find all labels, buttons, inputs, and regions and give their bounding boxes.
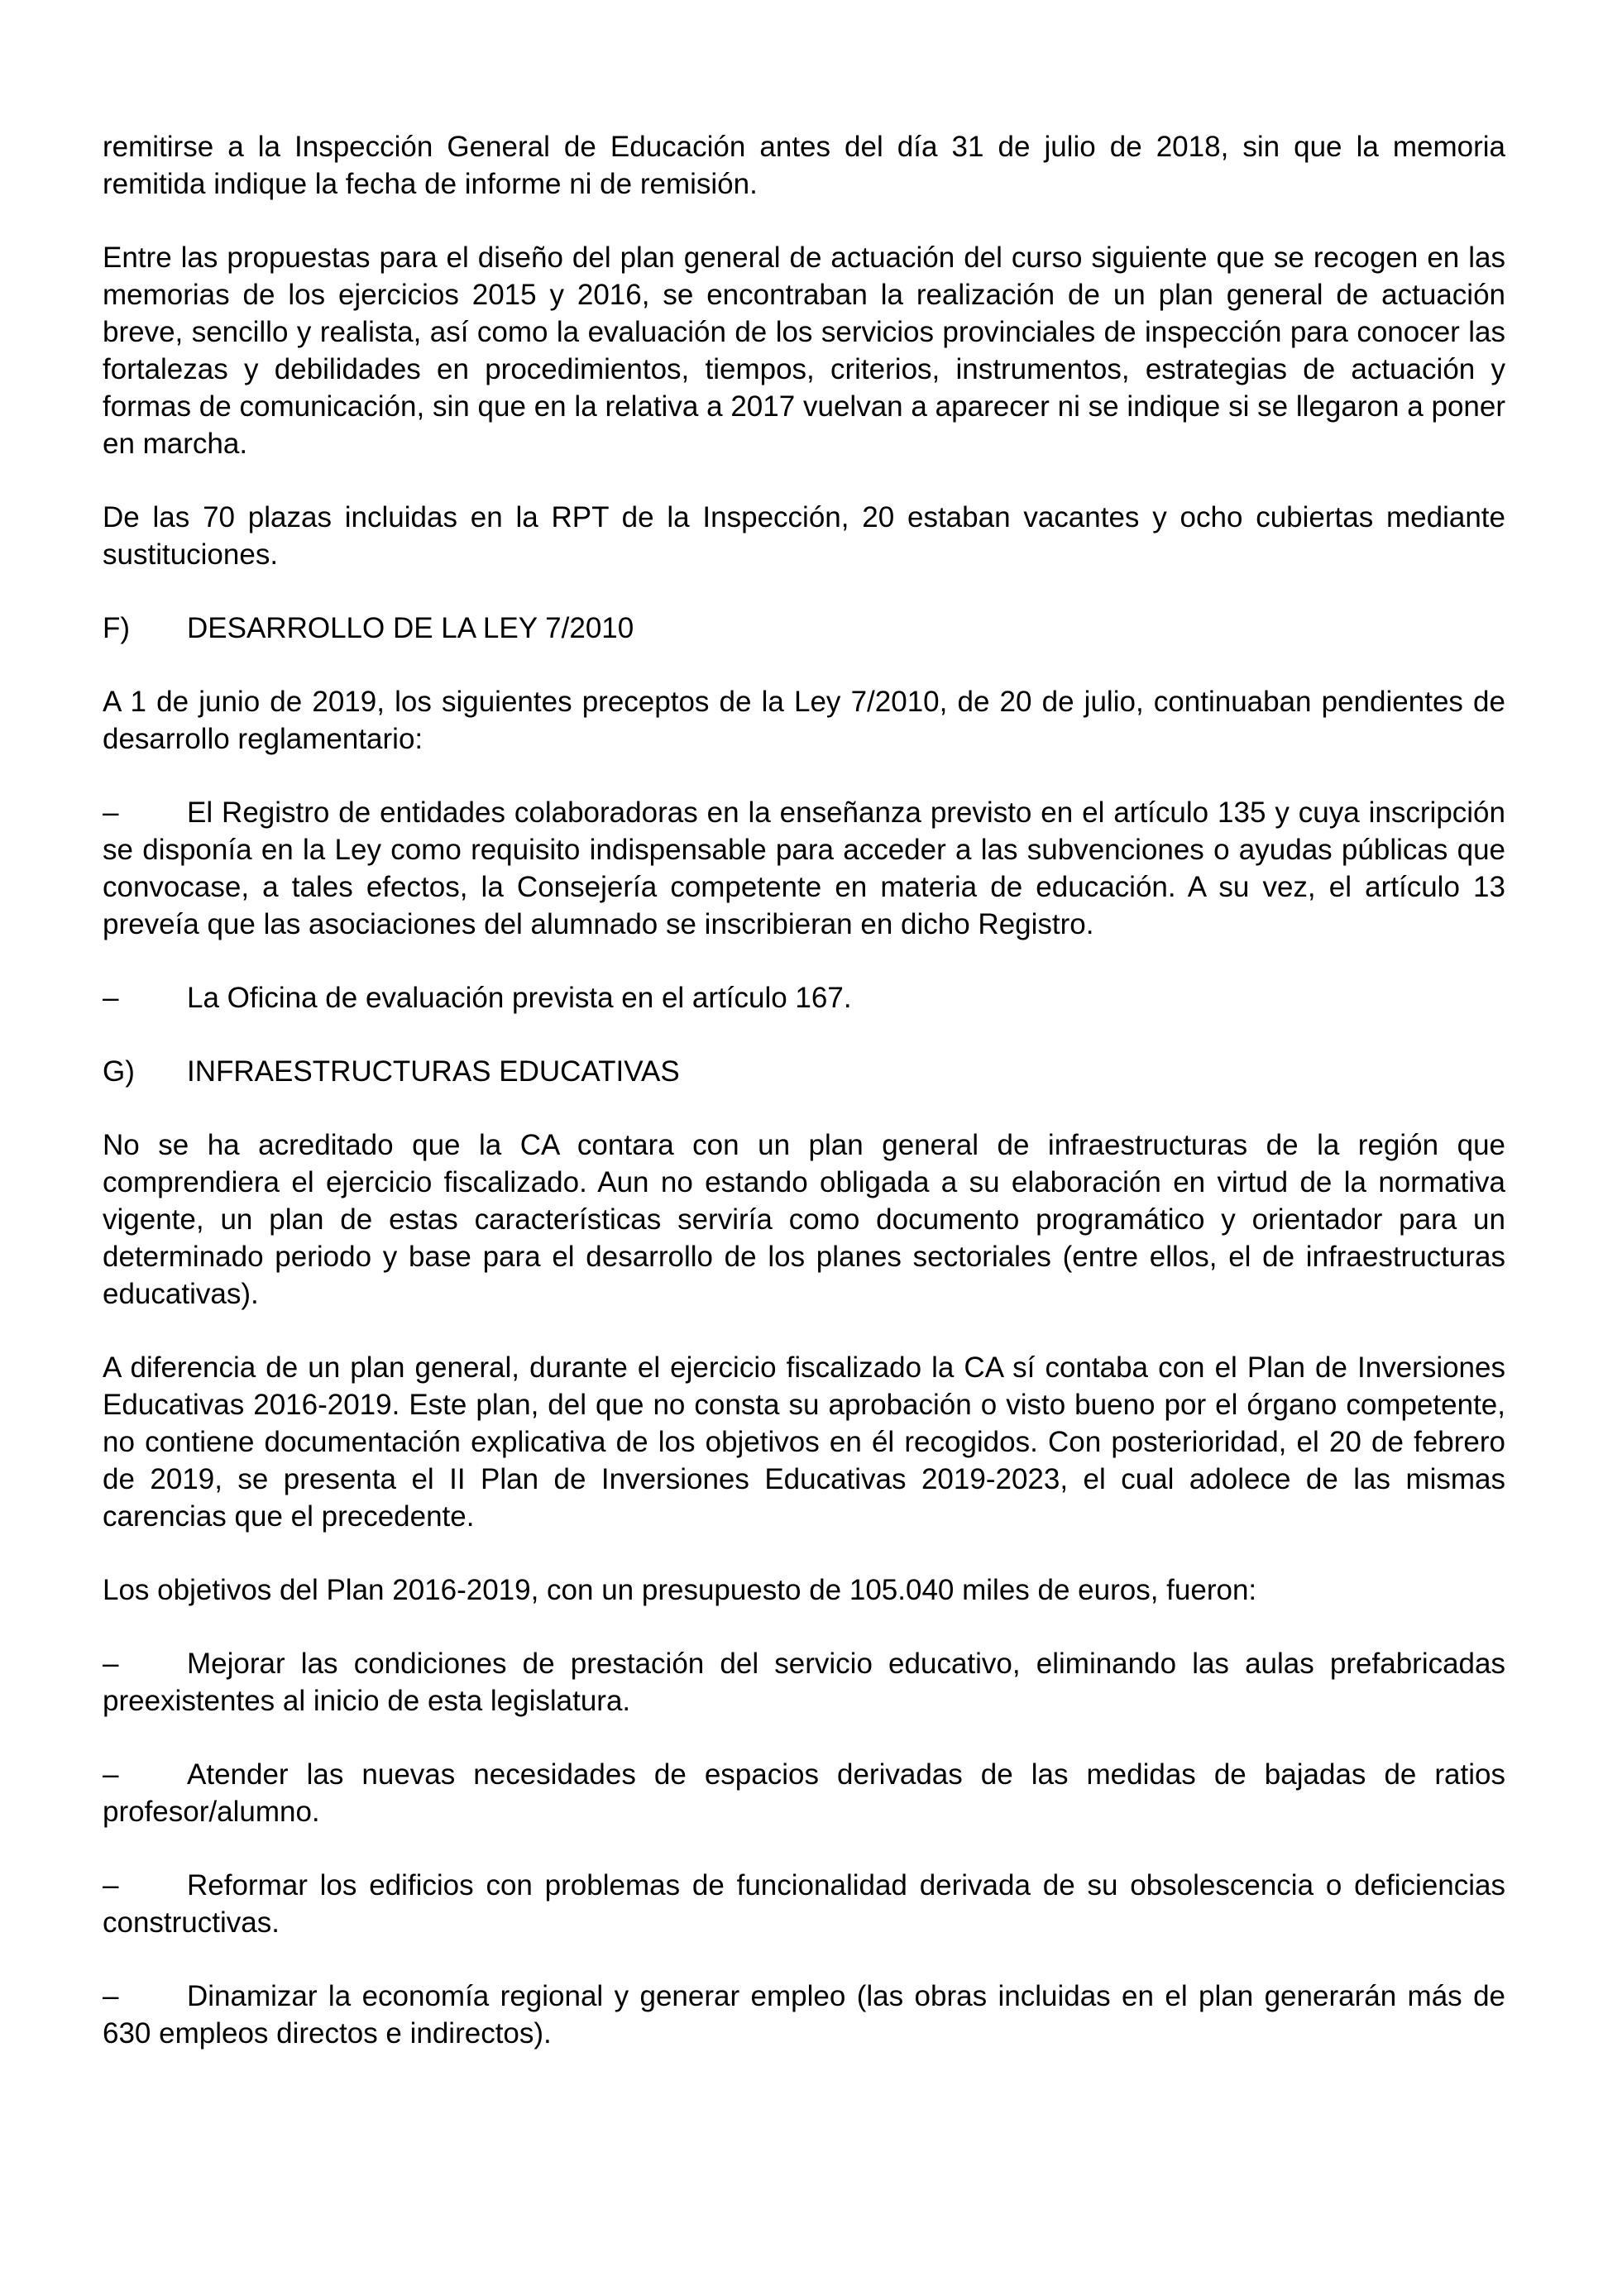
paragraph-memoria-remision: remitirse a la Inspección General de Educación antes del día 31 de julio de 2018, sin que la memoria remitida indique la fecha de informe ni de remisión.: [103, 131, 1505, 200]
section-title-g: INFRAESTRUCTURAS EDUCATIVAS: [187, 1055, 680, 1088]
paragraph-plan-general-infraestructuras: No se ha acreditado que la CA contara con un plan general de infraestructuras de la región que comprendiera el ejercicio fiscalizado. Aun no estando obligada a su elaboración en virtud de la normativa vigente, un plan de estas características serviría como documento programático y orientador para un determinado periodo y base para el desarrollo de los planes sectoriales (entre ellos, el de infraestructuras educativas).: [103, 1129, 1505, 1310]
section-title-f: DESARROLLO DE LA LEY 7/2010: [187, 612, 634, 644]
bullet-item-registro: [103, 794, 1505, 943]
bullet-item-atender: [103, 1756, 1505, 1830]
bullet-dash-icon: –: [103, 1869, 119, 1901]
bullet-text: Mejorar las condiciones de prestación del servicio educativo, eliminando las aulas prefabricadas preexistentes al inicio de esta legislatura.: [103, 1648, 1505, 1717]
bullet-item-oficina: [103, 979, 1505, 1016]
paragraph-propuestas-plan: Entre las propuestas para el diseño del plan general de actuación del curso siguiente que se recogen en las memorias de los ejercicios 2015 y 2016, se encontraban la realización de un plan general de actuación breve, sencillo y realista, así como la evaluación de los servicios provinciales de inspección para conocer las fortalezas y debilidades en procedimientos, tiempos, criterios, instrumentos, estrategias de actuación y formas de comunicación, sin que en la relativa a 2017 vuelvan a aparecer ni se indique si se llegaron a poner en marcha.: [103, 242, 1505, 460]
bullet-dash-icon: –: [103, 982, 119, 1014]
paragraph-objetivos-plan: Los objetivos del Plan 2016-2019, con un presupuesto de 105.040 miles de euros, fueron:: [103, 1574, 1257, 1606]
bullet-dash-icon: –: [103, 1758, 119, 1791]
section-letter-g: G): [103, 1055, 135, 1088]
section-heading-g: [103, 1053, 1505, 1090]
section-letter-f: F): [103, 612, 131, 644]
bullet-dash-icon: –: [103, 1648, 119, 1680]
bullet-text: Atender las nuevas necesidades de espacios derivadas de las medidas de bajadas de ratios profesor/alumno.: [103, 1758, 1505, 1828]
document-page: [103, 128, 1505, 2088]
bullet-item-reformar: [103, 1867, 1505, 1941]
bullet-text: El Registro de entidades colaboradoras en la enseñanza previsto en el artículo 135 y cuya inscripción se disponía en la Ley como requisito indispensable para acceder a las subvenciones o ayudas públicas que convocase, a tales efectos, la Consejería competente en materia de educación. A su vez, el artículo 13 preveía que las asociaciones del alumnado se inscribieran en dicho Registro.: [103, 796, 1505, 940]
bullet-dash-icon: –: [103, 1980, 119, 2012]
bullet-text: Reformar los edificios con problemas de funcionalidad derivada de su obsolescencia o deficiencias constructivas.: [103, 1869, 1505, 1939]
bullet-item-mejorar: [103, 1645, 1505, 1720]
paragraph-plan-inversiones: A diferencia de un plan general, durante el ejercicio fiscalizado la CA sí contaba con el Plan de Inversiones Educativas 2016-2019. Este plan, del que no consta su aprobación o visto bueno por el órgano competente, no contiene documentación explicativa de los objetivos en él recogidos. Con posterioridad, el 20 de febrero de 2019, se presenta el II Plan de Inversiones Educativas 2019-2023, el cual adolece de las mismas carencias que el precedente.: [103, 1351, 1505, 1533]
bullet-item-dinamizar: [103, 1978, 1505, 2052]
bullet-text: Dinamizar la economía regional y generar empleo (las obras incluidas en el plan generarán más de 630 empleos directos e indirectos).: [103, 1980, 1505, 2050]
section-heading-f: [103, 610, 1505, 647]
paragraph-plazas-rpt: De las 70 plazas incluidas en la RPT de la Inspección, 20 estaban vacantes y ocho cubiertas mediante sustituciones.: [103, 501, 1505, 571]
bullet-text: La Oficina de evaluación prevista en el artículo 167.: [187, 982, 852, 1014]
bullet-dash-icon: –: [103, 796, 119, 829]
paragraph-preceptos-pendientes: A 1 de junio de 2019, los siguientes preceptos de la Ley 7/2010, de 20 de julio, continuaban pendientes de desarrollo reglamentario:: [103, 686, 1505, 755]
